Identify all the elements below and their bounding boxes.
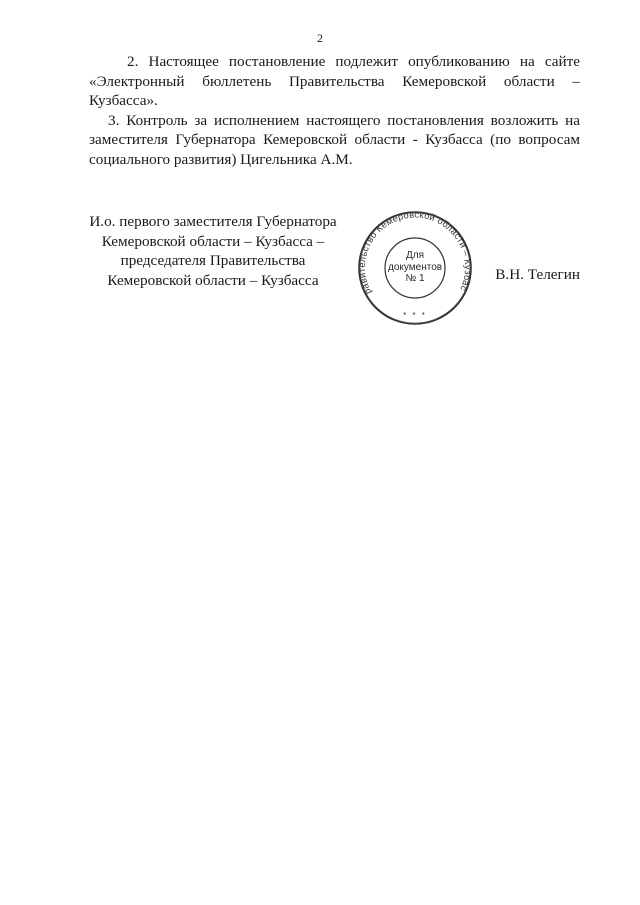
document-body [89, 52, 580, 169]
stamp-ring-text: равительство Кемеровской области – Кузбас [356, 209, 474, 297]
position-line: Кемеровской области – Кузбасса [107, 271, 319, 289]
page-number: 2 [317, 31, 323, 45]
official-stamp [355, 208, 475, 328]
signer-name: В.Н. Телегин [495, 266, 580, 283]
signatory-position [72, 212, 354, 290]
stamp-center-line: Для [405, 250, 425, 261]
position-line: Кемеровской области – Кузбасса – [101, 232, 325, 250]
paragraph-publication: 2. Настоящее постановление подлежит опубликованию на сайте «Электронный бюллетень Правительства Кемеровской области – Кузбасса». [89, 53, 580, 109]
stamp-center-line: № 1 [405, 273, 425, 284]
stamp-center-text [388, 250, 442, 285]
paragraph-control: 3. Контроль за исполнением настоящего постановления возложить на заместителя Губернатора Кемеровской области - Кузбасса (по вопросам социального развития) Цигельника А.М. [89, 111, 580, 168]
stamp-center-line: документов [388, 261, 443, 273]
stamp-stars: * * * [403, 311, 427, 320]
position-line: председателя Правительства [120, 252, 306, 269]
position-line: И.о. первого заместителя Губернатора [89, 213, 337, 230]
